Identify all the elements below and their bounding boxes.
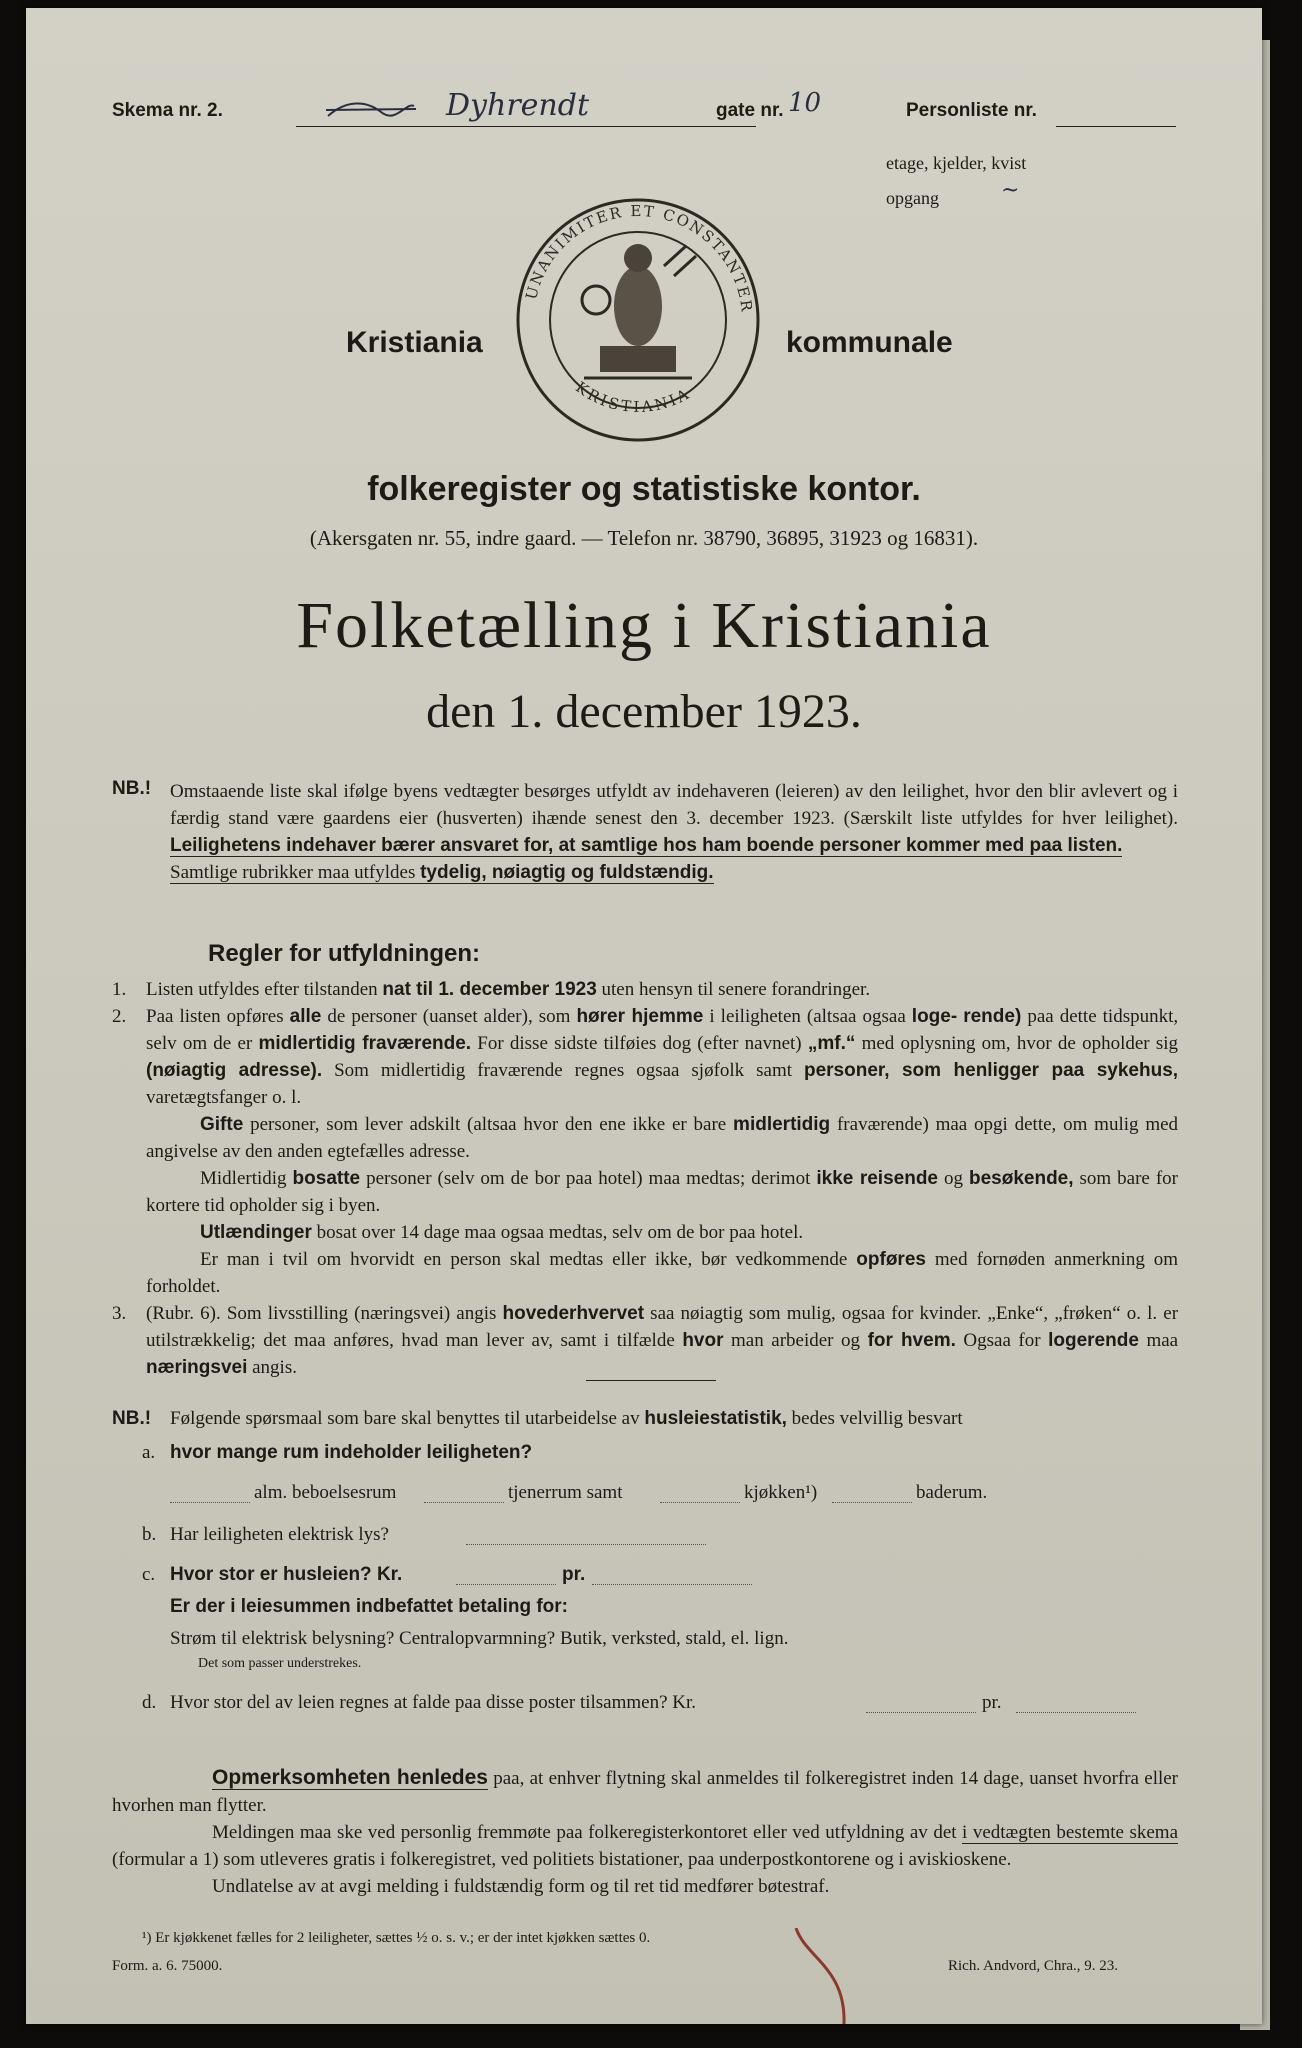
share-amount-field[interactable] (866, 1712, 976, 1713)
nb2-intro: Følgende spørsmaal som bare skal benyttes til utarbeidelse av husleiestatistik, bedes velvillig besvart (170, 1408, 963, 1429)
nb-label: NB.! (112, 778, 152, 799)
kitchen-field[interactable] (660, 1502, 740, 1503)
rule-1: 1. Listen utfyldes efter tilstanden nat til 1. december 1923 uten hensyn til senere forandringer. (112, 979, 871, 1000)
question-c-label: c. (142, 1564, 156, 1585)
rent-period-field[interactable] (592, 1584, 752, 1585)
rules-heading: Regler for utfyldningen: (208, 940, 480, 967)
entrance-label: opgang (886, 188, 939, 208)
rule-3: 3. (Rubr. 6). Som livsstilling (næringsvei) angis hovederhvervet saa nøiagtig som mulig, ogsaa for kvinder. „Enke“, „frøken“ o. l. er utilstrækkelig; det maa anføres, hvad man lever av, samt i tilfælde hvor man arbeider og for hvem. Ogsaa for logerende maa næringsvei angis. (112, 1303, 1179, 1378)
question-b-label: b. (142, 1524, 157, 1545)
nb-completeness: Samtlige rubrikker maa utfyldes tydelig, nøiagtig og fuldstændig. (170, 862, 714, 883)
entrance-mark: ~ (1001, 178, 1020, 203)
rule-2: 2. Paa listen opføres alle de personer (uanset alder), som hører hjemme i leiligheten (altsaa ogsaa loge- rende) paa dette tidspunkt, selv om de er midlertidig fraværende. For disse sidste tilføies dog (efter navnet) „mf.“ med oplysning om, hvor de opholder sig (nøiagtig adresse). Som midlertidig fraværende regnes ogsaa sjøfolk samt personer, som henligger paa sykehus, varetægtsfanger o. l. Gifte personer, som lever adskilt (altsaa hvor den ene ikke er bare midlertidig fraværende) maa opgi dette, om mulig med angivelse av den anden egtefælles adresse. Midlertidig bosatte personer (selv om de bor paa hotel) maa medtas; derimot ikke reisende og besøkende, som bare for kortere tid opholder sig i byen. Utlændinger bosat over 14 dage maa ogsaa medtas, selv om de bor paa hotel. Er man i tvil om hvorvidt en person skal medtas eller ikke, bør vedkommende opføres med fornøden anmerkning om forholdet. (112, 1006, 1179, 1297)
question-a: hvor mange rum indeholder leiligheten? (170, 1442, 533, 1463)
street-name-handwritten: Dyhrendt (446, 88, 589, 123)
svg-text:KRISTIANIA (572, 378, 694, 416)
nb-paragraph (170, 778, 1178, 886)
seal-city: KRISTIANIA (572, 378, 695, 417)
struck-out-word (326, 96, 416, 118)
penalty-notice: Undlatelse av at avgi melding i fuldstændig form og til ret tid medfører bøtestraf. (212, 1876, 830, 1897)
question-c-sub: Er der i leiesummen indbefattet betaling for: (170, 1596, 569, 1617)
moving-notice: Opmerksomheten henledes paa, at enhver flytning skal anmeldes til folkeregistret inden 14 dage, uanset hvorfra eller hvorhen man flytter. Meldingen maa ske ved personlig fremmøte paa folkeregisterkontoret eller ved utfyldning av det i vedtægten bestemte skema (formular a 1) som utleveres gratis i folkeregistret, ved politiets bistationer, paa underpostkontorene og i aviskioskene. Undlatelse av at avgi melding i fuldstændig form og til ret tid medfører bøtestraf. (112, 1764, 1178, 1900)
seal-motto: UNANIMITER ET CONSTANTER (522, 201, 756, 315)
kitchen-label: kjøkken¹) (744, 1482, 818, 1503)
skema-number: Skema nr. 2. (112, 100, 223, 121)
share-per-label: pr. (982, 1692, 1002, 1713)
office-right-word: kommunale (786, 326, 953, 359)
city-seal (514, 196, 762, 444)
servant-rooms-label: tjenerrum samt (508, 1482, 623, 1503)
nb-responsibility: Leilighetens indehaver bærer ansvaret for, at samtlige hos ham boende personer kommer med paa listen. (170, 835, 1123, 856)
footnote: ¹) Er kjøkkenet fælles for 2 leiligheter, sættes ½ o. s. v.; er der intet kjøkken sættes 0. (142, 1930, 651, 1946)
question-c: Hvor stor er husleien? Kr. (170, 1564, 403, 1585)
section-divider (586, 1380, 716, 1381)
rent-per-label: pr. (562, 1564, 586, 1585)
form-number: Form. a. 6. 75000. (112, 1958, 223, 1974)
binding-string (786, 1928, 866, 2024)
office-left-word: Kristiania (346, 326, 483, 359)
personliste-label: Personliste nr. (906, 100, 1037, 121)
question-d-label: d. (142, 1692, 157, 1713)
question-b: Har leiligheten elektrisk lys? (170, 1524, 389, 1545)
personliste-line (1056, 126, 1176, 127)
office-address: (Akersgaten nr. 55, indre gaard. — Telefon nr. 38790, 36895, 31923 og 16831). (309, 526, 979, 550)
alm-rooms-label: alm. beboelsesrum (254, 1482, 397, 1503)
bathroom-label: baderum. (916, 1482, 988, 1503)
question-c-items: Strøm til elektrisk belysning? Centralopvarmning? Butik, verksted, stald, el. lign. (170, 1628, 789, 1649)
question-c-note: Det som passer understrekes. (198, 1656, 362, 1671)
form-title: Folketælling i Kristiania (296, 589, 992, 662)
question-d: Hvor stor del av leien regnes at falde paa disse poster tilsammen? Kr. (170, 1692, 697, 1713)
rent-amount-field[interactable] (456, 1584, 556, 1585)
servant-rooms-field[interactable] (424, 1502, 504, 1503)
floor-label: etage, kjelder, kvist (886, 153, 1027, 173)
gate-label: gate nr. (716, 100, 784, 121)
share-period-field[interactable] (1016, 1712, 1136, 1713)
nb-text: Omstaaende liste skal ifølge byens vedtægter besørges utfyldt av indehaveren (leieren) av den leilighet, hvor den blir avlevert og i færdig stand være gaardens eier (husverten) ihænde senest den 3. december 1923. (Særskilt liste utfyldes for hver leilighet). (170, 781, 1178, 829)
question-a-label: a. (142, 1442, 156, 1463)
electric-light-field[interactable] (466, 1544, 706, 1545)
notice-heading: Opmerksomheten henledes (212, 1766, 488, 1789)
alm-rooms-field[interactable] (170, 1502, 250, 1503)
office-name: folkeregister og statistiske kontor. (367, 470, 921, 508)
bathroom-field[interactable] (832, 1502, 912, 1503)
census-date: den 1. december 1923. (426, 685, 862, 738)
printer-imprint: Rich. Andvord, Chra., 9. 23. (948, 1958, 1118, 1974)
nb2-label: NB.! (112, 1408, 152, 1429)
gate-number-handwritten: 10 (788, 88, 822, 118)
rules-body (112, 976, 1178, 1381)
street-line (296, 126, 756, 127)
census-form (26, 8, 1262, 2024)
